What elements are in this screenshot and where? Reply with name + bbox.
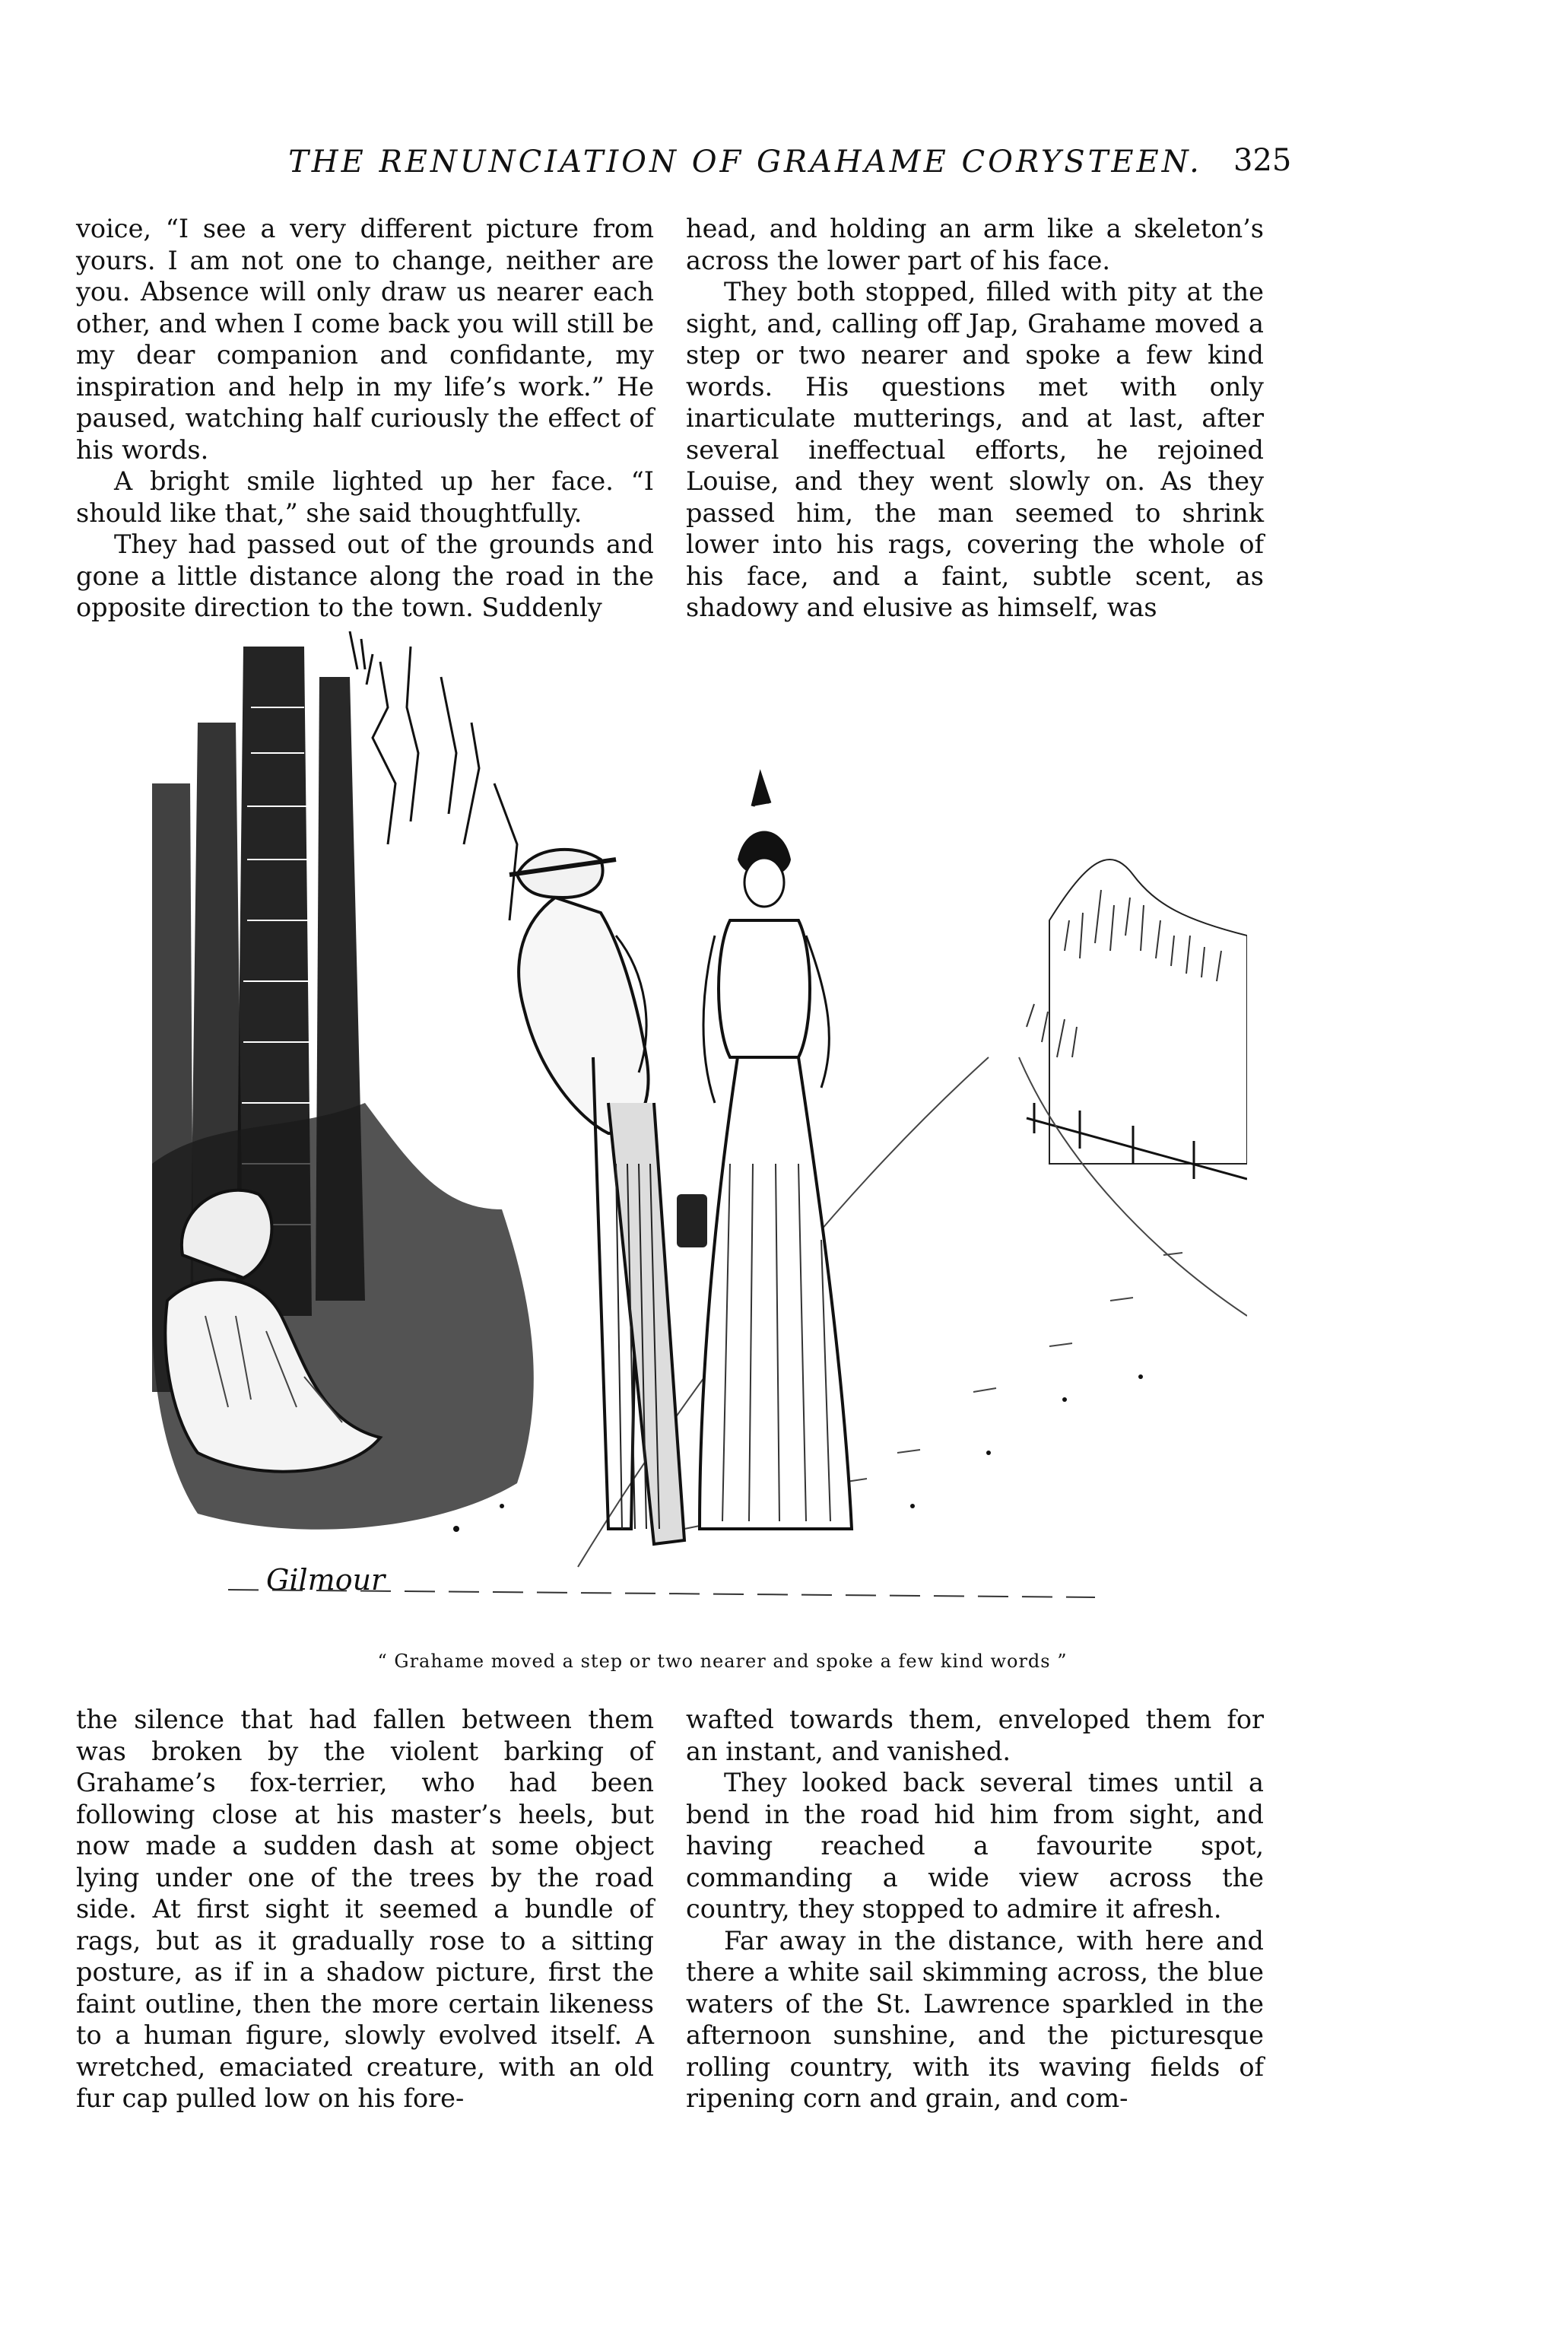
paragraph: They looked back several times until a bend in the road hid him from sight, and having reached a favourite spot, commanding a wide view across the country, they stopped to admire it afresh. [686,1768,1264,1924]
paragraph: A bright smile lighted up her face. “I should like that,” she said thoughtfully. [76,466,654,528]
grahame-figure [509,850,684,1544]
page-number: 325 [1233,143,1292,178]
illustration-caption: “ Grahame moved a step or two nearer and spoke a few kind words ” [377,1651,1068,1672]
column-top-left [76,213,654,624]
louise-figure [677,776,852,1529]
paragraph: voice, “I see a very different picture from yours. I am not one to change, neither are you. Absence will only draw us nearer each other, and when I come back you will still be my dear companion and confidante, my inspiration and help in my life’s work.” He paused, watching half curiously the effect of his words. [76,214,654,465]
paragraph: the silence that had fallen between them was broken by the violent barking of Grahame’s fox-terrier, who had been following close at his master’s heels, but now made a sudden dash at some object lying under one of the trees by the road side. At first sight it seemed a bundle of rags, but as it gradually rose to a sitting posture, as if in a shadow picture, first the faint outline, then the more certain likeness to a human figure, slowly evolved itself. A wretched, emaciated creature, with an old fur cap pulled low on his fore- [76,1705,654,2113]
paragraph: They both stopped, filled with pity at the sight, and, calling off Jap, Grahame moved a step or two nearer and spoke a few kind words. His questions met with only inarticulate mutterings, and at last, after several ineffectual efforts, he rejoined Louise, and they went slowly on. As they passed him, the man seemed to shrink lower into his rags, covering the whole of his face, and a faint, subtle scent, as shadowy and elusive as himself, was [686,277,1264,622]
paragraph: wafted towards them, enveloped them for an instant, and vanished. [686,1705,1264,1766]
artist-signature: Gilmour [266,1563,386,1597]
paragraph: head, and holding an arm like a skeleton’s across the lower part of his face. [686,214,1264,275]
paragraph: Far away in the distance, with here and there a white sail skimming across, the blue waters of the St. Lawrence sparkled in the afternoon sunshine, and the picturesque rolling country, with its waving fields of ripening corn and grain, and com- [686,1925,1264,2113]
illustration [152,631,1247,1635]
paragraph: They had passed out of the grounds and gone a little distance along the road in the opposite direction to the town. Suddenly [76,529,654,622]
running-title: THE RENUNCIATION OF GRAHAME CORYSTEEN. [288,145,1202,180]
column-top-right [686,213,1264,624]
column-bottom-right [686,1704,1264,2115]
column-bottom-left [76,1704,654,2115]
